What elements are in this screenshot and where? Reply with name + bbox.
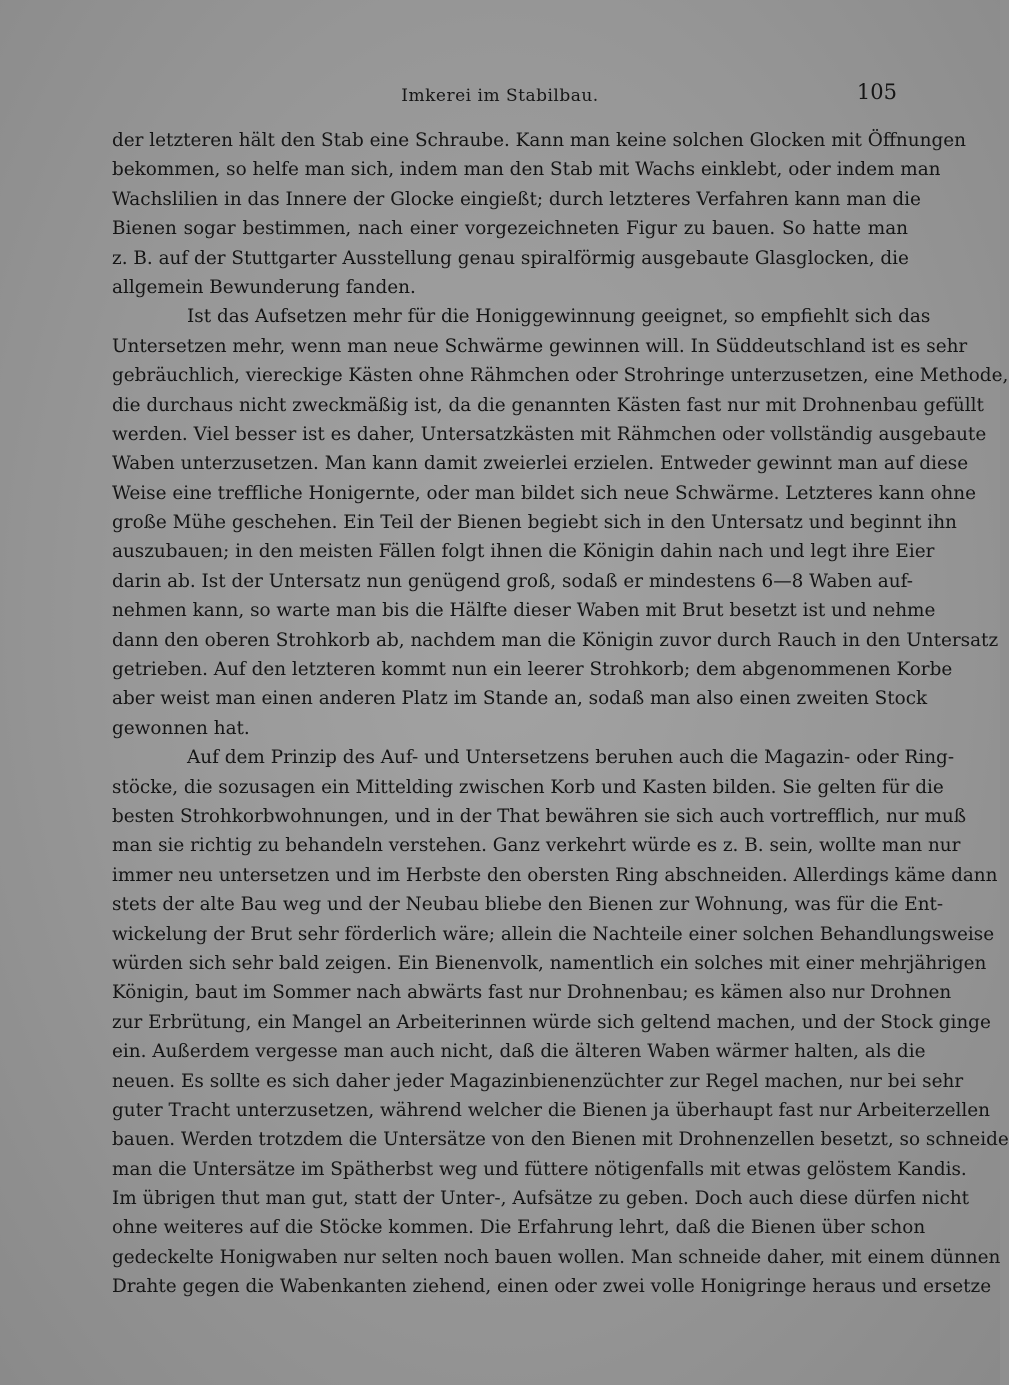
text-line: aber weist man einen anderen Platz im Stande an, sodaß man also einen zweiten Stock	[112, 688, 928, 710]
text-line: stöcke, die sozusagen ein Mittelding zwischen Korb und Kasten bilden. Sie gelten für die	[112, 776, 944, 798]
running-title: Imkerei im Stabilbau.	[401, 86, 599, 106]
text-line: man sie richtig zu behandeln verstehen. Ganz verkehrt würde es z. B. sein, wollte man nur	[112, 835, 961, 857]
text-line: große Mühe geschehen. Ein Teil der Bienen begiebt sich in den Untersatz und beginnt ihn	[112, 512, 957, 534]
text-line: allgemein Bewunderung fanden.	[112, 276, 416, 298]
text-line: Untersetzen mehr, wenn man neue Schwärme gewinnen will. In Süddeutschland ist es sehr	[112, 335, 968, 357]
paragraph-2	[112, 302, 1009, 743]
paragraph-3	[112, 743, 1009, 1301]
text-line: z. B. auf der Stuttgarter Ausstellung genau spiralförmig ausgebaute Glasglocken, die	[112, 247, 909, 269]
text-line: stets der alte Bau weg und der Neubau bliebe den Bienen zur Wohnung, was für die Ent-	[112, 894, 944, 916]
text-line: bauen. Werden trotzdem die Untersätze von den Bienen mit Drohnenzellen besetzt, so schneide	[112, 1129, 1009, 1151]
text-line: besten Strohkorbwohnungen, und in der That bewähren sie sich auch vortrefflich, nur muß	[112, 805, 967, 827]
text-line: gedeckelte Honigwaben nur selten noch bauen wollen. Man schneide daher, mit einem dünnen	[112, 1246, 1001, 1268]
text-line: ohne weiteres auf die Stöcke kommen. Die Erfahrung lehrt, daß die Bienen über schon	[112, 1217, 926, 1239]
text-line: nehmen kann, so warte man bis die Hälfte dieser Waben mit Brut besetzt ist und nehme	[112, 600, 936, 622]
text-line: zur Erbrütung, ein Mangel an Arbeiterinnen würde sich geltend machen, und der Stock ginge	[112, 1011, 991, 1033]
text-line: neuen. Es sollte es sich daher jeder Magazinbienenzüchter zur Regel machen, nur bei sehr	[112, 1070, 964, 1092]
text-line: gewonnen hat.	[112, 717, 250, 739]
text-line: Waben unterzusetzen. Man kann damit zweierlei erzielen. Entweder gewinnt man auf diese	[112, 453, 969, 475]
text-line: getrieben. Auf den letzteren kommt nun ein leerer Strohkorb; dem abgenommenen Korbe	[112, 659, 953, 681]
text-line: Wachslilien in das Innere der Glocke eingießt; durch letzteres Verfahren kann man die	[112, 188, 921, 210]
text-line: Weise eine treffliche Honigernte, oder man bildet sich neue Schwärme. Letzteres kann ohne	[112, 482, 976, 504]
text-line: würden sich sehr bald zeigen. Ein Bienenvolk, namentlich ein solches mit einer mehrjährigen	[112, 952, 987, 974]
text-line: Auf dem Prinzip des Auf- und Untersetzens beruhen auch die Magazin- oder Ring-	[187, 747, 955, 769]
text-line: werden. Viel besser ist es daher, Untersatzkästen mit Rähmchen oder vollständig ausgebaute	[112, 423, 987, 445]
text-line: darin ab. Ist der Untersatz nun genügend groß, sodaß er mindestens 6—8 Waben auf-	[112, 570, 913, 592]
text-line: Drahte gegen die Wabenkanten ziehend, einen oder zwei volle Honigringe heraus und ersetze	[112, 1276, 992, 1298]
running-head	[0, 76, 1000, 106]
text-line: der letzteren hält den Stab eine Schraube. Kann man keine solchen Glocken mit Öffnungen	[112, 130, 966, 151]
text-line: bekommen, so helfe man sich, indem man den Stab mit Wachs einklebt, oder indem man	[112, 159, 941, 181]
text-line: Königin, baut im Sommer nach abwärts fast nur Drohnenbau; es kämen also nur Drohnen	[112, 982, 952, 1004]
paragraph-1	[112, 126, 966, 302]
text-line: dann den oberen Strohkorb ab, nachdem man die Königin zuvor durch Rauch in den Untersatz	[112, 629, 999, 651]
text-line: Ist das Aufsetzen mehr für die Honiggewinnung geeignet, so empfiehlt sich das	[187, 306, 931, 328]
text-line: immer neu untersetzen und im Herbste den obersten Ring abschneiden. Allerdings käme dann	[112, 864, 998, 886]
text-line: man die Untersätze im Spätherbst weg und füttere nötigenfalls mit etwas gelöstem Kandis.	[112, 1158, 967, 1180]
text-line: Im übrigen thut man gut, statt der Unter-, Aufsätze zu geben. Doch auch diese dürfen nicht	[112, 1188, 970, 1210]
text-line: guter Tracht unterzusetzen, während welcher die Bienen ja überhaupt fast nur Arbeiterzellen	[112, 1099, 990, 1121]
text-line: Bienen sogar bestimmen, nach einer vorgezeichneten Figur zu bauen. So hatte man	[112, 218, 908, 240]
text-line: ein. Außerdem vergesse man auch nicht, daß die älteren Waben wärmer halten, als die	[112, 1041, 926, 1063]
body-text	[112, 126, 1009, 1302]
page-number: 105	[856, 80, 897, 104]
text-line: die durchaus nicht zweckmäßig ist, da die genannten Kästen fast nur mit Drohnenbau gefüllt	[112, 394, 984, 416]
text-line: auszubauen; in den meisten Fällen folgt ihnen die Königin dahin nach und legt ihre Eier	[112, 541, 935, 563]
text-line: wickelung der Brut sehr förderlich wäre; allein die Nachteile einer solchen Behandlungsweise	[112, 923, 995, 945]
text-line: gebräuchlich, viereckige Kästen ohne Rähmchen oder Strohringe unterzusetzen, eine Methode,	[112, 365, 1009, 387]
